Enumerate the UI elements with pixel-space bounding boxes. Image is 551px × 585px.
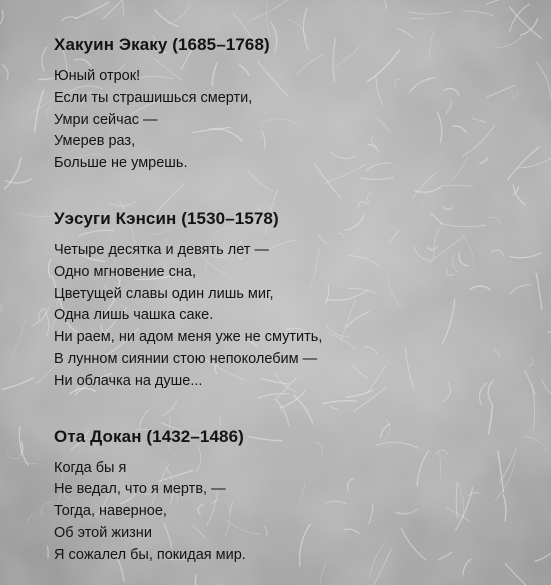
- poem-verse: [54, 458, 524, 567]
- paper-fiber: [48, 547, 49, 558]
- poem-line: Не ведал, что я мертв, —: [54, 481, 226, 498]
- poem-ota: [54, 426, 524, 567]
- poem-line: Одна лишь чашка саке.: [54, 307, 214, 324]
- poem-line: Я сожалел бы, покидая мир.: [54, 546, 246, 563]
- poem-line: В лунном сиянии стою непоколебим —: [54, 350, 318, 367]
- poem-line: Цветущей славы один лишь миг,: [54, 285, 274, 302]
- poem-uesugi: [54, 208, 524, 393]
- poem-line: Одно мгновение сна,: [54, 263, 197, 280]
- poem-line: Умерев раз,: [54, 133, 136, 150]
- poem-verse: [54, 240, 524, 393]
- poem-line: Об этой жизни: [54, 524, 152, 541]
- poem-line: Если ты страшишься смерти,: [54, 89, 253, 106]
- poem-line: Ни раем, ни адом меня уже не смутить,: [54, 329, 323, 346]
- poem-verse: [54, 66, 524, 175]
- poem-line: Юный отрок!: [54, 68, 141, 84]
- poem-collection: [54, 34, 524, 567]
- poem-title: Ота Докан (1432–1486): [54, 426, 244, 446]
- poem-hakuin: [54, 34, 524, 175]
- poem-title: Уэсуги Кэнсин (1530–1578): [54, 208, 279, 228]
- poem-line: Четыре десятка и девять лет —: [54, 241, 269, 258]
- poem-line: Ни облачка на душе...: [54, 372, 203, 389]
- poem-line: Тогда, наверное,: [54, 503, 167, 520]
- poem-line: Когда бы я: [54, 459, 127, 476]
- poem-line: Умри сейчас —: [54, 111, 158, 128]
- paper-fiber: [195, 575, 196, 585]
- poem-title: Хакуин Экаку (1685–1768): [54, 35, 270, 54]
- poem-line: Больше не умрешь.: [54, 155, 188, 172]
